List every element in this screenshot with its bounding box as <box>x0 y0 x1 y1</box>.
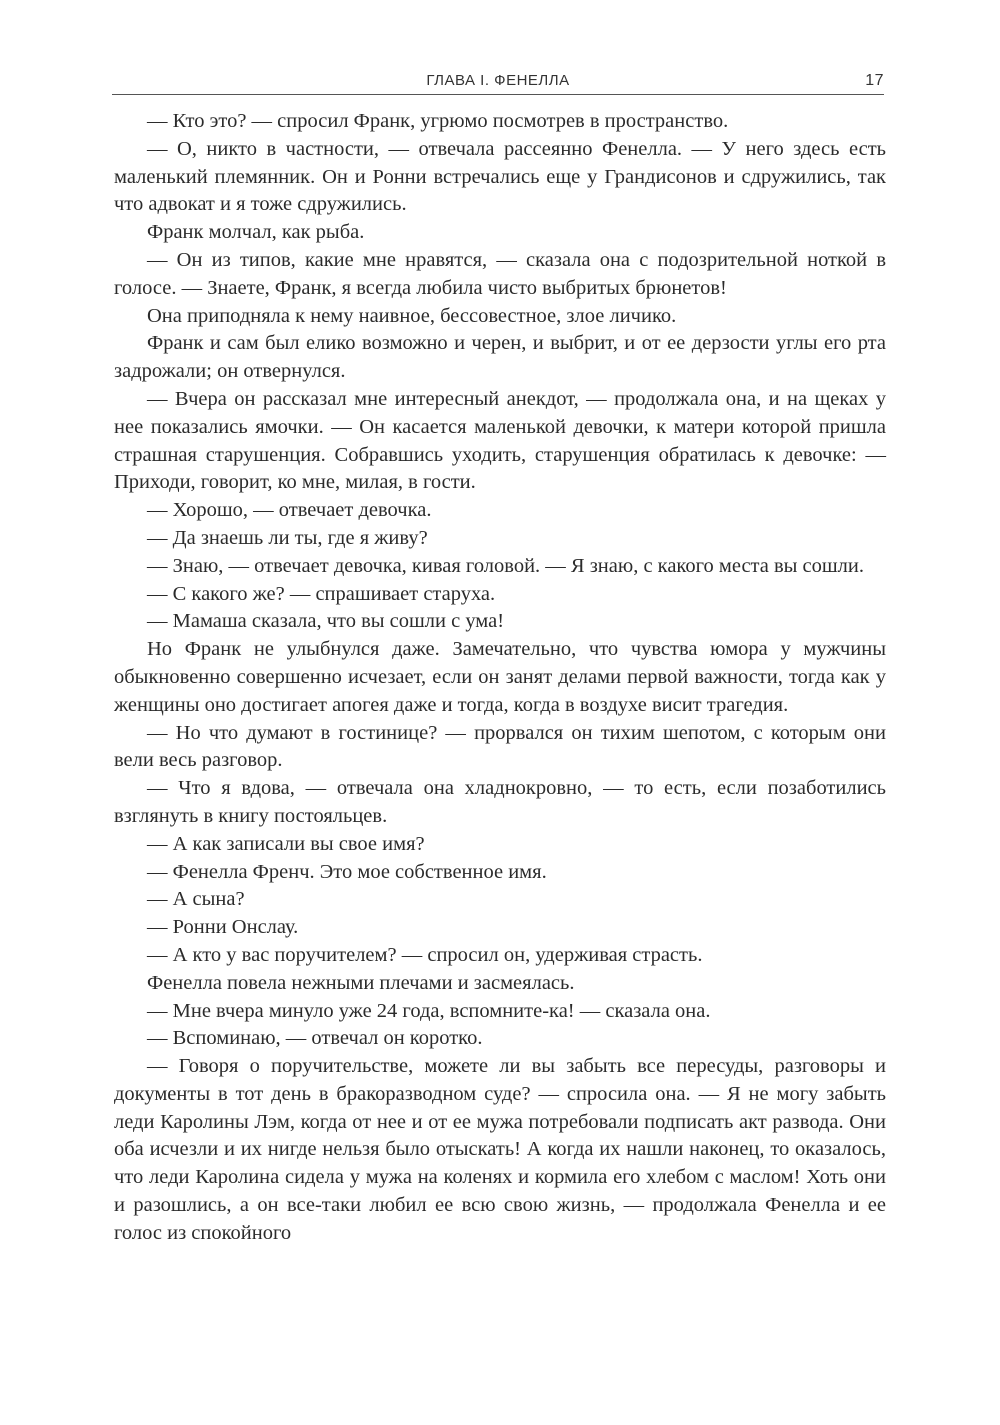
paragraph: — Мне вчера минуло уже 24 года, вспомните-ка! — сказала она. <box>147 999 711 1022</box>
paragraph: — А кто у вас поручителем? — спросил он, удерживая страсть. <box>147 943 703 966</box>
paragraph: Франк молчал, как рыба. <box>147 221 365 244</box>
paragraph: Но Франк не улыбнулся даже. Замечательно, что чувства юмора у мужчины обыкновенно совершенно исчезает, если он занят делами первой важности, тогда как у женщины оно достигает апогея даже и тогда, когда в воздухе висит трагедия. <box>114 638 886 716</box>
paragraph: — Говоря о поручительстве, можете ли вы забыть все пересуды, разговоры и документы в тот день в бракоразводном суде? — спросила она. — Я не могу забыть леди Каролины Лэм, когда от нее и от ее мужа потребовали подписать акт развода. Они оба исчезли и их нигде нельзя было отыскать! А когда их нашли наконец, то оказалось, что леди Каролина сидела у мужа на коленях и кормила его хлебом с маслом! Хоть они и разошлись, а он все-таки любил ее всю свою жизнь, — продолжала Фенелла и ее голос из спокойного <box>114 1055 886 1244</box>
paragraph: — Хорошо, — отвечает девочка. <box>147 499 432 522</box>
running-head <box>112 68 884 95</box>
running-title: ГЛАВА I. ФЕНЕЛЛА <box>426 72 570 89</box>
paragraph: Фенелла повела нежными плечами и засмеялась. <box>147 971 575 994</box>
paragraph: — Мамаша сказала, что вы сошли с ума! <box>147 610 505 633</box>
paragraph: — Что я вдова, — отвечала она хладнокровно, — то есть, если позаботились взглянуть в книгу постояльцев. <box>114 777 886 827</box>
paragraph: — Да знаешь ли ты, где я живу? <box>147 526 428 549</box>
paragraph: — Но что думают в гостинице? — прорвался он тихим шепотом, с которым они вели весь разговор. <box>114 721 886 772</box>
paragraph: — А как записали вы свое имя? <box>147 832 425 855</box>
paragraph: Франк и сам был елико возможно и черен, и выбрит, и от ее дерзости углы его рта задрожали; он отвернулся. <box>114 332 886 383</box>
paragraph: — Знаю, — отвечает девочка, кивая головой. — Я знаю, с какого места вы сошли. <box>147 554 865 577</box>
paragraph: — А сына? <box>147 888 245 911</box>
paragraph: — Фенелла Френч. Это мое собственное имя. <box>147 860 547 883</box>
paragraph: — О, никто в частности, — отвечала рассеянно Фенелла. — У него здесь есть маленький племянник. Он и Ронни встречались еще у Грандисонов и сдружились, так что адвокат и я тоже сдружились. <box>114 137 886 216</box>
body-text <box>114 108 886 1248</box>
paragraph: — Ронни Онслау. <box>147 916 299 939</box>
paragraph: — Вчера он рассказал мне интересный анекдот, — продолжала она, и на щеках у нее показались ямочки. — Он касается маленькой девочки, к матери которой пришла страшная старушенция. Собравшись уходить, старушенция обратилась к девочке: — Приходи, говорит, ко мне, милая, в гости. <box>114 387 886 494</box>
paragraph: Она приподняла к нему наивное, бессовестное, злое личико. <box>147 304 677 327</box>
page-number: 17 <box>865 72 884 89</box>
paragraph: — С какого же? — спрашивает старуха. <box>147 582 496 605</box>
paragraph: — Кто это? — спросил Франк, угрюмо посмотрев в пространство. <box>147 110 729 132</box>
paragraph: — Он из типов, какие мне нравятся, — сказала она с подозрительной ноткой в голосе. — Знаете, Франк, я всегда любила чисто выбритых брюнетов! <box>114 248 886 299</box>
paragraph: — Вспоминаю, — отвечал он коротко. <box>147 1027 483 1050</box>
